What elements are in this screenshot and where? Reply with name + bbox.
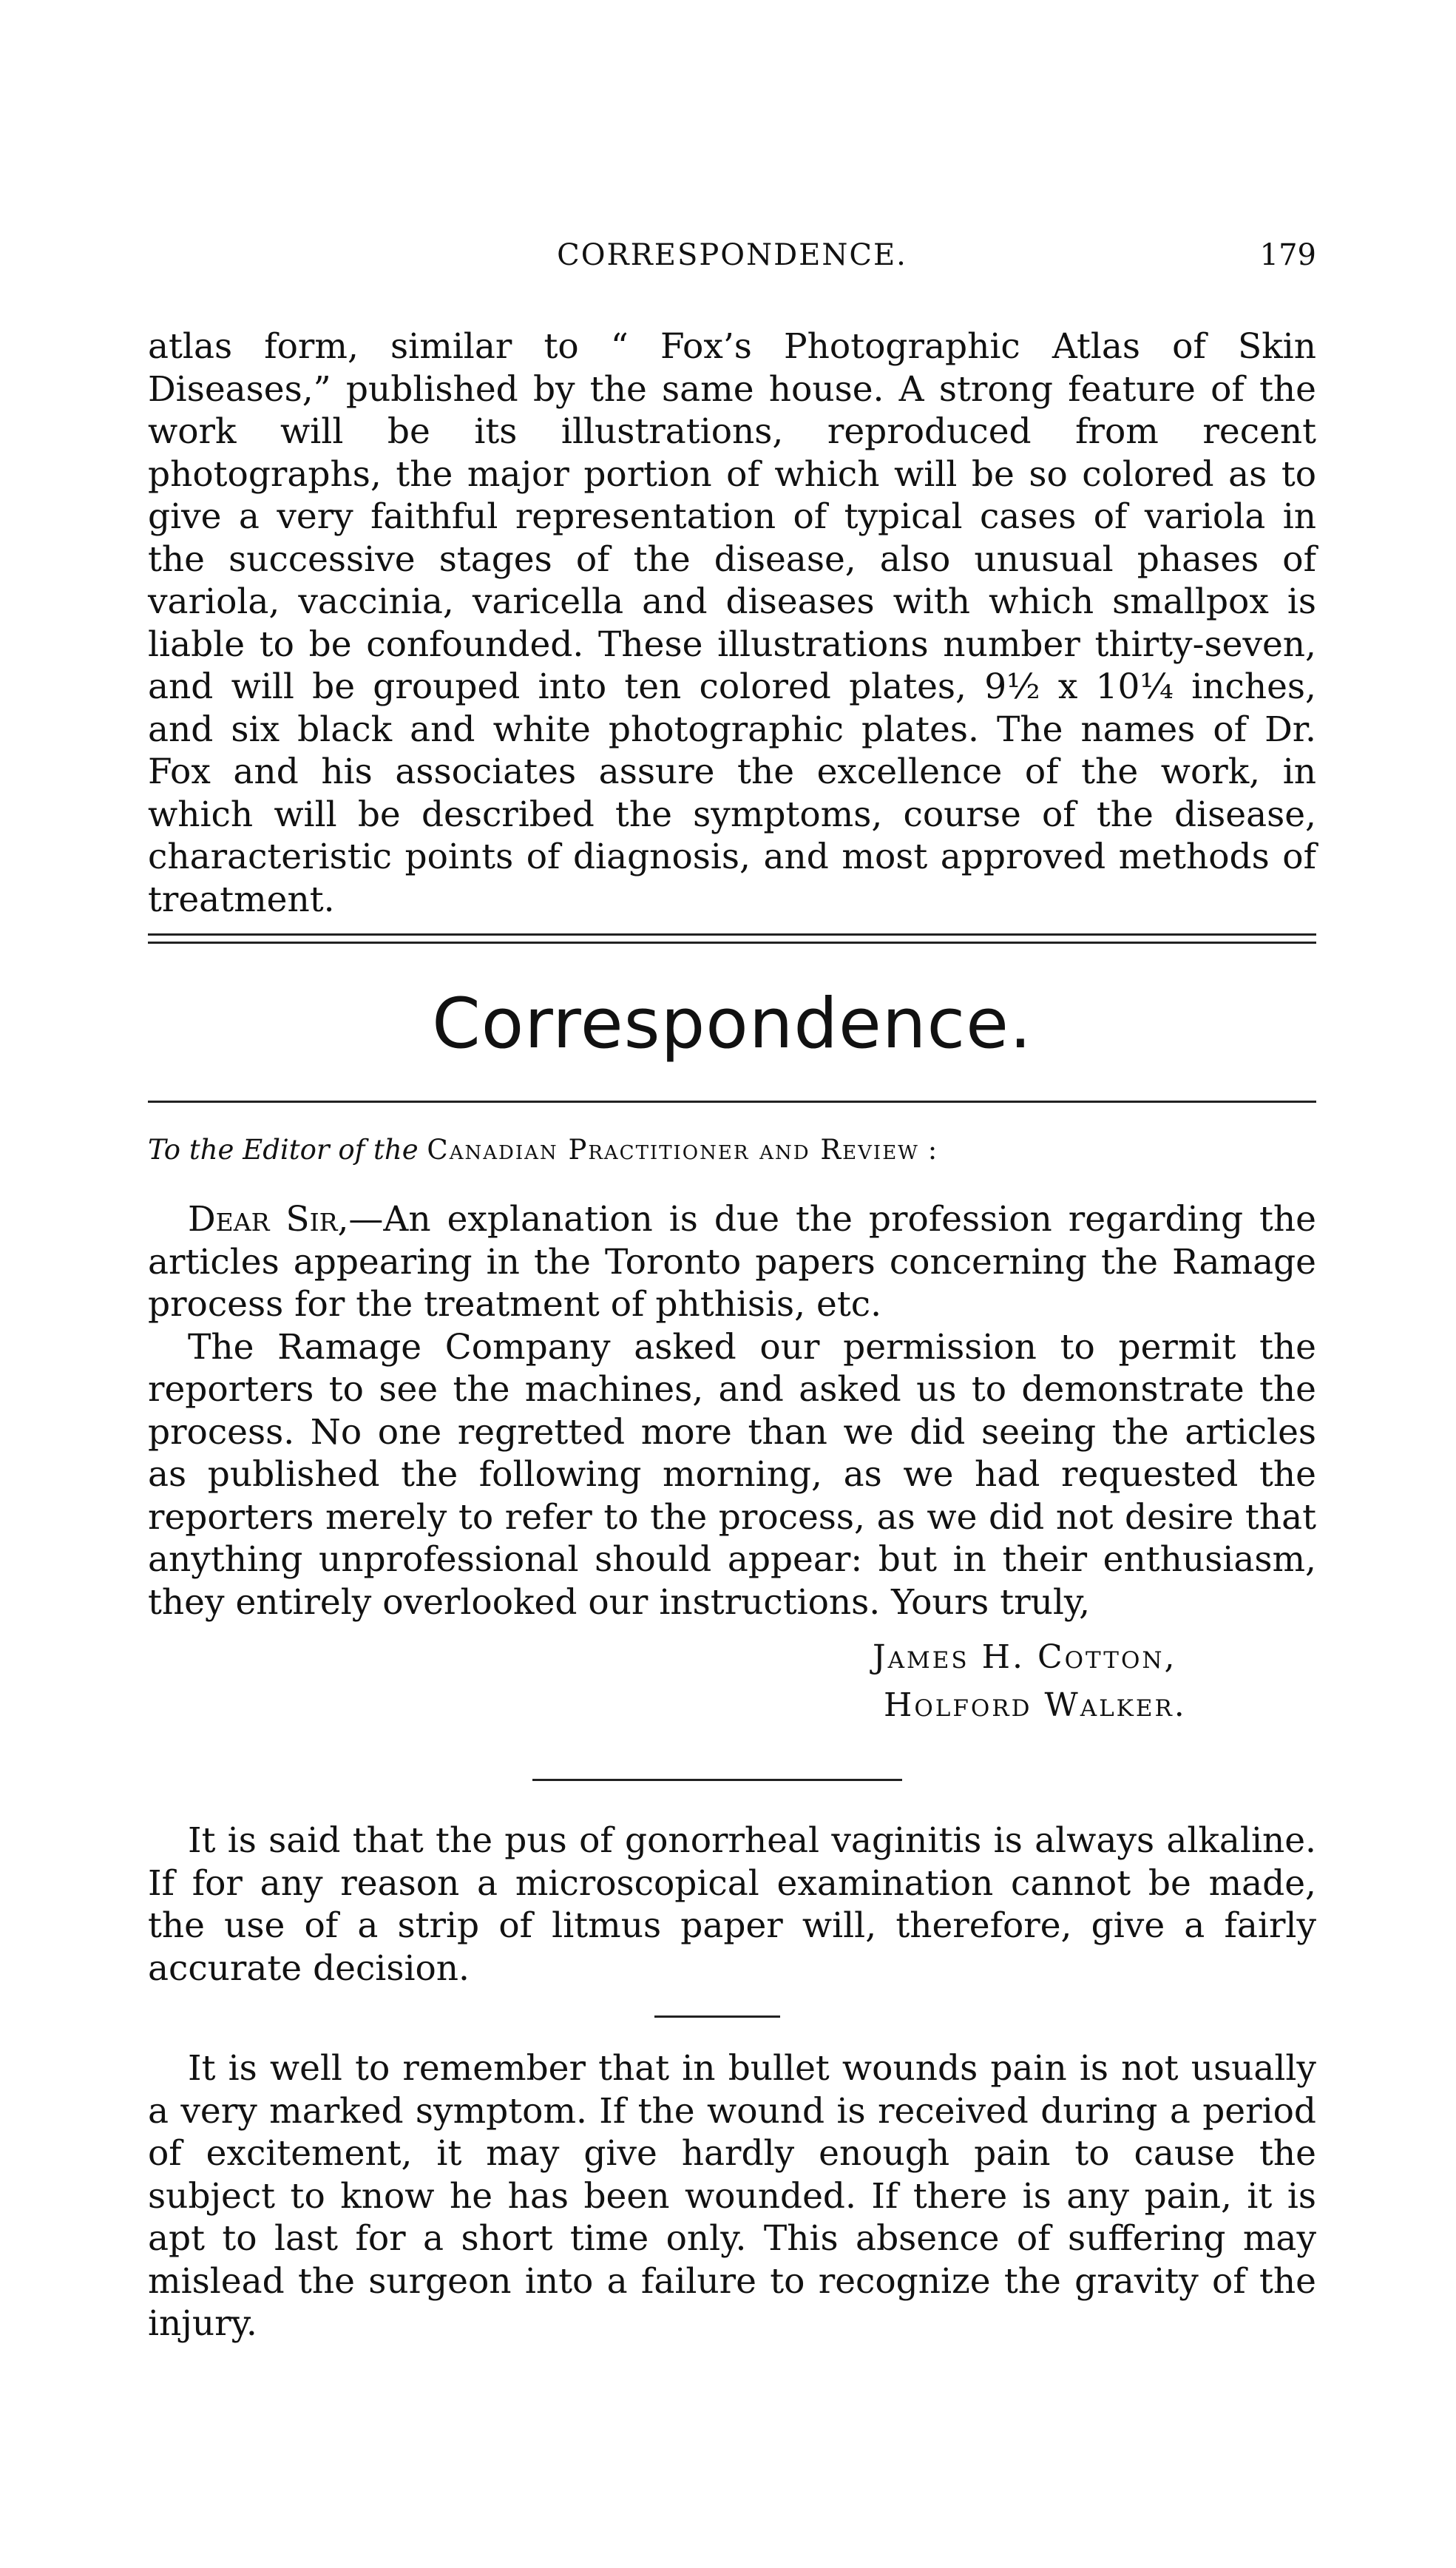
letter-paragraph-1-text: —An explanation is due the profession regarding the articles appearing in the Toronto papers concerning the Ramage process for the treatment of phthisis, etc. — [148, 1199, 1316, 1325]
signatory-walker: Holford Walker. — [884, 1686, 1187, 1724]
letter-paragraph: The Ramage Company asked our permission to permit the reporters to see the machines, and asked us to demonstrate the process. No one regretted more than we did seeing the articles as published the following morning, as we had requested the reporters merely to refer to the process, as we did not desire that anything unprofessional should appear: but in their enthusiasm, they entirely overlooked our instructions. Yours truly, — [148, 1326, 1316, 1623]
letter-body — [148, 1198, 1316, 1623]
signatory-cotton: James H. Cotton, — [873, 1638, 1177, 1676]
address-colon: : — [927, 1134, 938, 1166]
page-number: 179 — [1259, 238, 1316, 272]
note-divider — [654, 2015, 780, 2018]
book-review-continuation — [148, 325, 1316, 921]
letter-paragraph — [148, 1198, 1316, 1326]
note-gonorrheal-vaginitis — [148, 1819, 1316, 1990]
section-title: Correspondence. — [432, 984, 1032, 1064]
section-divider — [148, 933, 1316, 944]
running-title: CORRESPONDENCE. — [557, 238, 907, 272]
letter-address — [148, 1132, 1316, 1169]
note-paragraph: It is well to remember that in bullet wounds pain is not usually a very marked symptom. If the wound is received during a period of excitement, it may give hardly enough pain to cause the subject to know he has been wounded. If there is any pain, it is apt to last for a short time only. This absence of suffering may mislead the surgeon into a failure to recognize the gravity of the injury. — [148, 2048, 1316, 2344]
page-header — [148, 238, 1316, 283]
journal-name: Canadian Practitioner and Review — [427, 1134, 919, 1166]
address-prefix: To the Editor of the — [148, 1134, 419, 1166]
note-bullet-wounds — [148, 2047, 1316, 2345]
salutation: Dear Sir, — [188, 1199, 349, 1240]
note-paragraph: It is said that the pus of gonorrheal vaginitis is always alkaline. If for any reason a microscopical examination cannot be made, the use of a strip of litmus paper will, therefore, give a fairly accurate decision. — [148, 1820, 1316, 1989]
note-divider — [532, 1779, 902, 1781]
book-review-paragraph: atlas form, similar to “ Fox’s Photographic Atlas of Skin Diseases,” published by the same house. A strong feature of the work will be its illustrations, reproduced from recent photographs, the major portion of which will be so colored as to give a very faithful representation of typical cases of variola in the successive stages of the disease, also unusual phases of variola, vaccinia, varicella and diseases with which smallpox is liable to be confounded. These illustrations number thirty-seven, and will be grouped into ten colored plates, 9½ x 10¼ inches, and six black and white photographic plates. The names of Dr. Fox and his associates assure the excellence of the work, in which will be described the symptoms, course of the disease, characteristic points of diagnosis, and most approved methods of treatment. — [148, 326, 1316, 920]
title-underline — [148, 1101, 1316, 1103]
